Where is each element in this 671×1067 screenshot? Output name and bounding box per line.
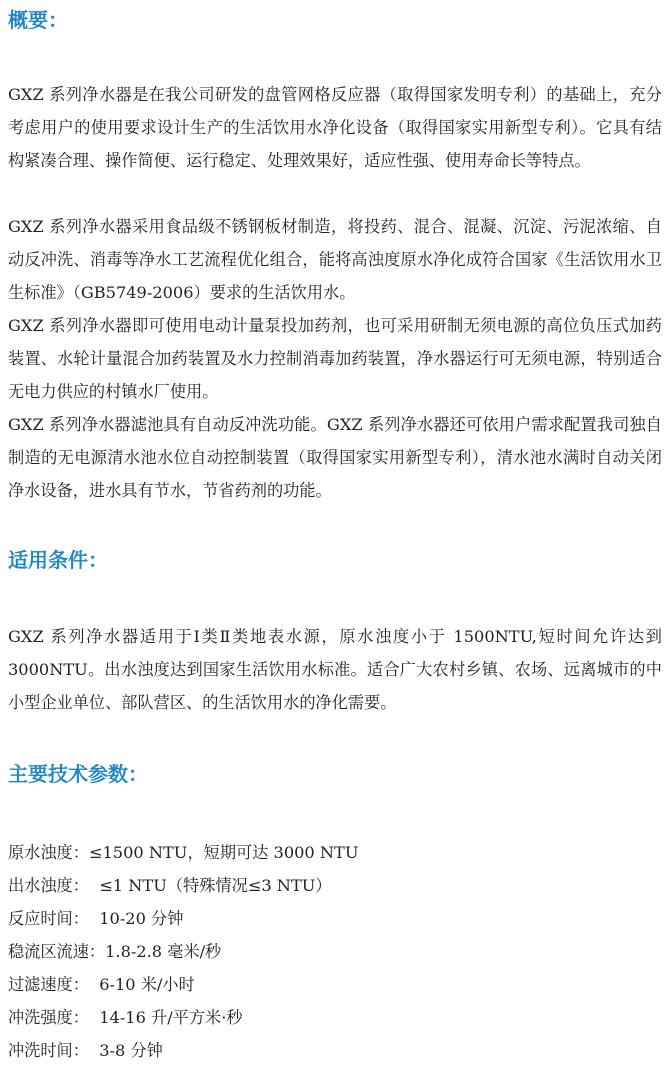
param-raw-turbidity: 原水浊度：≤1500 NTU，短期可达 3000 NTU bbox=[8, 843, 359, 862]
conditions-heading: 适用条件： bbox=[8, 548, 108, 572]
param-flow-velocity: 稳流区流速：1.8-2.8 毫米/秒 bbox=[8, 942, 222, 961]
param-reaction-time: 反应时间： 10-20 分钟 bbox=[8, 909, 184, 928]
overview-paragraph-1: GXZ 系列净水器是在我公司研发的盘管网格反应器（取得国家发明专利）的基础上，充分考虑用户的使用要求设计生产的生活饮用水净化设备（取得国家实用新型专利）。它具有结构紧凑合理、操作简便、运行稳定、处理效果好，适应性强、使用寿命长等特点。 bbox=[8, 85, 662, 170]
param-filtration-speed: 过滤速度： 6-10 米/小时 bbox=[8, 975, 195, 994]
overview-paragraph-2: GXZ 系列净水器采用食品级不锈钢板材制造，将投药、混合、混凝、沉淀、污泥浓缩、自动反冲洗、消毒等净水工艺流程优化组合，能将高浊度原水净化成符合国家《生活饮用水卫生标准》（GB5749-2006）要求的生活饮用水。 bbox=[8, 217, 662, 302]
overview-paragraph-3: GXZ 系列净水器即可使用电动计量泵投加药剂，也可采用研制无须电源的高位负压式加药装置、水轮计量混合加药装置及水力控制消毒加药装置，净水器运行可无须电源，特别适合无电力供应的村镇水厂使用。 bbox=[8, 316, 662, 401]
overview-heading: 概要： bbox=[8, 8, 68, 32]
param-flush-time: 冲洗时间： 3-8 分钟 bbox=[8, 1041, 163, 1060]
conditions-paragraph: GXZ 系列净水器适用于Ⅰ类Ⅱ类地表水源，原水浊度小于 1500NTU,短时间允许达到 3000NTU。出水浊度达到国家生活饮用水标准。适合广大农村乡镇、农场、远离城市的中小型企业单位、部队营区、的生活饮用水的净化需要。 bbox=[8, 627, 662, 712]
overview-paragraph-4: GXZ 系列净水器滤池具有自动反冲洗功能。GXZ 系列净水器还可依用户需求配置我司独自制造的无电源清水池水位自动控制装置（取得国家实用新型专利），清水池水满时自动关闭净水设备，进水具有节水，节省药剂的功能。 bbox=[8, 415, 662, 500]
param-flush-intensity: 冲洗强度： 14-16 升/平方米·秒 bbox=[8, 1008, 243, 1027]
param-outlet-turbidity: 出水浊度： ≤1 NTU（特殊情况≤3 NTU） bbox=[8, 876, 332, 895]
params-heading: 主要技术参数： bbox=[8, 762, 148, 786]
